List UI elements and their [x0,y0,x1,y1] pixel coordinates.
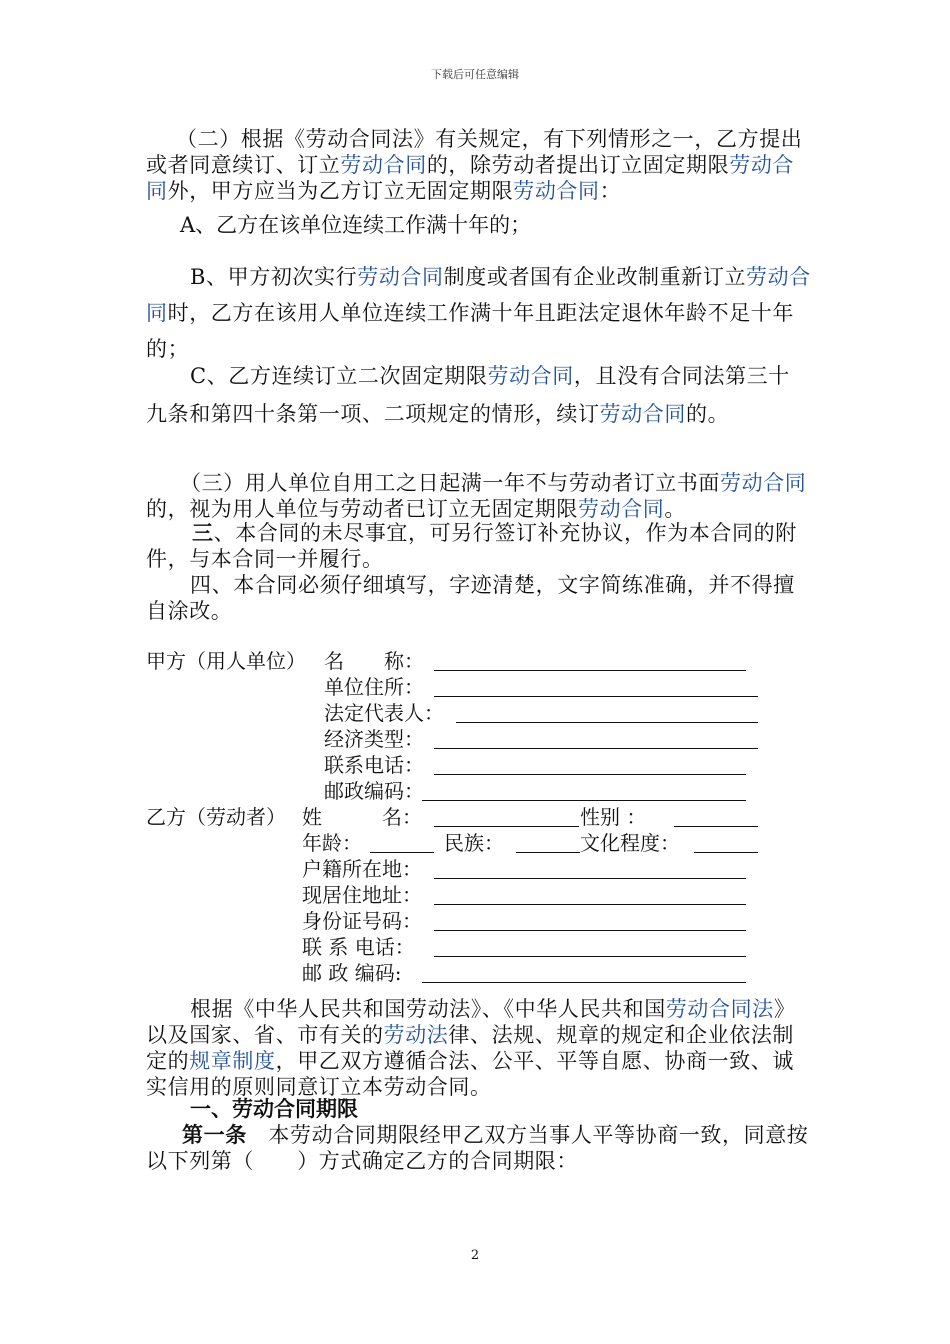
link-labor-law[interactable]: 劳动法 [383,1023,449,1047]
clause-2-text: （二）根据《劳动合同法》有关规定，有下列情形之一，乙方提出或者同意续订、订立 [146,127,803,177]
party-a-name-line[interactable] [434,670,746,671]
party-b-education-label: 文化程度： [580,831,680,855]
party-a-econ-type-line[interactable] [434,748,758,749]
party-a-name-label: 名 称： [324,649,424,673]
party-b-hukou-row [146,856,811,882]
party-b-education-line[interactable] [694,852,758,853]
preamble-text: 》以及国家、省、市有关的 [146,997,796,1047]
clause-3-paragraph [146,470,811,522]
party-a-legal-rep-label: 法定代表人： [324,701,444,725]
clause-2-text: ： [599,179,622,203]
party-b-phone-label: 联 系 电话： [302,935,415,959]
clause-3-text: （三）用人单位自用工之日起满一年不与劳动者订立书面 [180,471,720,495]
link-labor-contract[interactable]: 劳动合同 [487,364,574,388]
party-b-name-line[interactable] [434,826,579,827]
preamble-text: 律、法规、规章的规定和企业依法制定的 [146,1023,795,1073]
party-b-hukou-label: 户籍所在地： [302,857,422,881]
party-b-id-line[interactable] [434,930,746,931]
item-b [146,259,811,367]
party-a-name-row [146,648,811,674]
clause-2-text: 的，除劳动者提出订立固定期限 [426,153,730,177]
item-c [146,357,811,433]
party-a-address-line[interactable] [434,696,758,697]
article-4: 四、本合同必须仔细填写，字迹清楚，文字简练准确，并不得擅自涂改。 [146,573,795,623]
party-a-phone-line[interactable] [434,774,746,775]
article-3 [146,520,811,572]
preamble-paragraph [146,996,811,1100]
link-labor-contract[interactable]: 劳动合同 [513,179,600,203]
link-labor-contract[interactable]: 劳动合同 [720,471,807,495]
link-labor-contract[interactable]: 劳动合同 [599,402,687,426]
article-first [146,1122,811,1174]
article-3-number: 三 [192,520,214,545]
party-b-age-line[interactable] [370,852,434,853]
item-c-text: ，且没有合同法第三十九条和第四十条第一项、二项规定的情形，续订 [146,364,790,426]
page-number: 2 [470,1248,480,1263]
section-1-title: 一、劳动合同期限 [190,1096,358,1121]
page-header: 下载后可任意编辑 [431,68,519,81]
party-a-phone-row [146,752,811,778]
party-a-econ-type-label: 经济类型： [324,727,424,751]
article-first-text: 本劳动合同期限经甲乙双方当事人平等协商一致，同意按以下列第（ ）方式确定乙方的合同期限： [146,1123,809,1173]
clause-2-paragraph [146,126,811,204]
party-b-phone-line[interactable] [434,956,746,957]
party-b-residence-row [146,882,811,908]
link-rules-regulations[interactable]: 规章制度 [189,1049,276,1073]
party-a-legal-rep-row [146,700,811,726]
link-labor-contract[interactable]: 劳动合同 [146,265,811,325]
party-a-econ-type-row [146,726,811,752]
party-b-postcode-row [146,960,811,986]
party-a-postcode-line[interactable] [422,800,746,801]
link-labor-contract[interactable]: 劳动合同 [357,265,444,289]
item-c-text: C、乙方连续订立二次固定期限 [190,364,488,388]
party-b-name-row [146,804,811,830]
party-b-label: 乙方（劳动者） [146,805,286,829]
party-a-label: 甲方（用人单位） [146,649,306,673]
article-3-text: 、本合同的未尽事宜，可另行签订补充协议，作为本合同的附件，与本合同一并履行。 [146,521,797,571]
party-b-age-row [146,830,811,856]
party-a-address-row [146,674,811,700]
party-b-gender-label: 性别 ： [580,805,647,829]
article-first-number: 第一条 [182,1122,247,1147]
link-labor-contract[interactable]: 劳动合同 [146,153,795,203]
clause-3-text: 。 [664,497,687,521]
party-b-postcode-label: 邮 政 编码: [302,961,402,985]
clause-3-text: 的，视为用人单位与劳动者已订立无固定期限 [146,497,578,521]
party-a-address-label: 单位住所： [324,675,424,699]
item-b-text: B、甲方初次实行 [190,265,358,289]
clause-2-text: 外，甲方应当为乙方订立无固定期限 [167,179,514,203]
item-c-text: 的。 [686,402,730,426]
party-b-residence-label: 现居住地址： [302,883,422,907]
link-labor-contract[interactable]: 劳动合同 [340,153,427,177]
party-a-postcode-label: 邮政编码： [324,779,424,803]
party-b-name-label: 姓 名： [302,805,422,829]
party-b-residence-line[interactable] [434,904,746,905]
party-b-ethnicity-line[interactable] [516,852,580,853]
party-b-id-row [146,908,811,934]
party-b-hukou-line[interactable] [434,878,746,879]
party-a-phone-label: 联系电话： [324,753,424,777]
party-a-legal-rep-line[interactable] [456,722,758,723]
party-b-ethnicity-label: 民族： [444,831,504,855]
item-b-text: 制度或者国有企业改制重新订立 [443,265,747,289]
party-b-gender-line[interactable] [674,826,758,827]
item-a: A、乙方在该单位连续工作满十年的； [180,213,532,237]
party-b-phone-row [146,934,811,960]
link-labor-contract-law[interactable]: 劳动合同法 [665,997,774,1021]
party-b-postcode-line[interactable] [422,982,746,983]
party-a-postcode-row [146,778,811,804]
party-b-id-label: 身份证号码： [302,909,422,933]
item-b-text: 时，乙方在该用人单位连续工作满十年且距法定退休年龄不足十年的； [146,301,795,361]
preamble-text: 根据《中华人民共和国劳动法》、《中华人民共和国 [190,997,666,1021]
link-labor-contract[interactable]: 劳动合同 [578,497,665,521]
party-b-age-label: 年龄： [302,831,362,855]
preamble-text: ，甲乙双方遵循合法、公平、平等自愿、协商一致、诚实信用的原则同意订立本劳动合同。 [146,1049,795,1099]
